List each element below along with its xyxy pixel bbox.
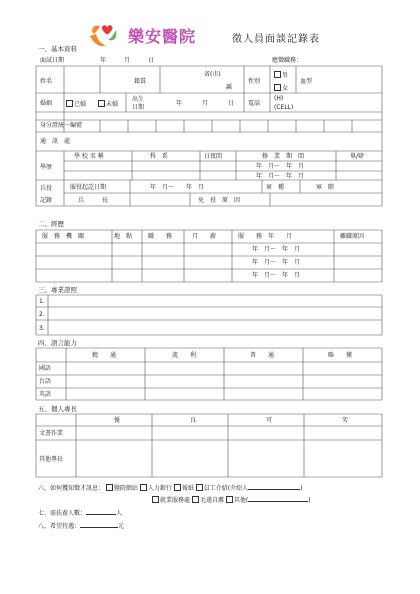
military-label-2: 記錄 — [40, 197, 53, 204]
female-checkbox[interactable] — [274, 84, 281, 91]
rank-label: 軍 階 — [316, 184, 335, 191]
salary-expectation-label: 八、希望待遇： — [38, 523, 81, 530]
exp-header-salary: 月 薪 — [192, 233, 217, 240]
birth-year-label: 年 — [176, 100, 183, 107]
school-name-header: 學 校 名 稱 — [74, 153, 104, 160]
native-place-label: 籍貫 — [134, 78, 147, 85]
source-option-employment-office[interactable] — [152, 497, 190, 504]
section-skills-title: 五、個人專長 — [38, 405, 77, 413]
self-recommend-label: 毛遂自薦 — [199, 497, 224, 504]
section-experience-title: 二、經歷 — [38, 220, 64, 228]
unmarried-option[interactable] — [98, 100, 118, 108]
phone-cell-label: (CELL) — [274, 104, 294, 111]
exp-period-1: 年 月～ 年 月 — [252, 246, 301, 253]
self-recommend-checkbox[interactable] — [192, 496, 199, 503]
other-checkbox[interactable] — [226, 496, 233, 503]
id-number-label: 身分證統一編號 — [40, 122, 83, 129]
exp-period-2: 年 月～ 年 月 — [252, 259, 301, 266]
exp-header-employer: 服 務 機 關 — [42, 233, 85, 240]
birth-label-1: 出生 — [132, 96, 145, 103]
section-basic-title: 一、基本資料 — [38, 45, 77, 53]
skill-header-excellent: 優 — [114, 417, 121, 424]
section-source-line-1 — [38, 484, 302, 492]
newspaper-label: 報紙 — [181, 485, 194, 492]
dependents-unit: 人 — [116, 510, 123, 517]
exp-period-3: 年 月～ 年 月 — [252, 272, 301, 279]
section-license-title: 三、專業證照 — [38, 286, 77, 294]
birth-month-label: 月 — [202, 100, 209, 107]
skill-row-other: 其他專長 — [39, 456, 64, 463]
section-source-title: 六、如何獲知徵才訊息： — [38, 485, 105, 492]
dependents-line — [38, 510, 122, 517]
lang-header-normal: 普 通 — [250, 352, 275, 359]
skill-header-good: 良 — [190, 417, 197, 424]
skill-header-fair: 可 — [266, 417, 273, 424]
dependents-blank[interactable] — [86, 514, 116, 515]
blood-type-label: 血型 — [300, 78, 313, 85]
source-option-website[interactable] — [106, 485, 138, 492]
name-label: 姓名 — [40, 78, 53, 85]
male-option[interactable] — [274, 71, 288, 79]
lang-row-english: 英語 — [39, 391, 52, 398]
dependents-label: 七、需扶養人數： — [38, 510, 87, 517]
source-option-other[interactable] — [226, 497, 248, 504]
service-period-range: 年 月～ 年 月 — [150, 184, 205, 191]
license-row-2: 2. — [39, 311, 45, 318]
referral-checkbox[interactable] — [196, 484, 203, 491]
province-label: 省(市) — [204, 71, 221, 78]
hospital-name: 樂安醫院 — [128, 27, 197, 46]
license-row-3: 3. — [39, 325, 45, 332]
lang-header-basic: 略 懂 — [328, 352, 353, 359]
study-period-header: 修 業 期 間 — [262, 153, 305, 160]
military-label-1: 兵役 — [40, 185, 53, 192]
exp-header-period: 服 務 年 月 — [238, 233, 293, 240]
exp-header-location: 地 點 — [114, 233, 133, 240]
website-checkbox[interactable] — [106, 484, 113, 491]
education-label: 學歷 — [40, 164, 53, 171]
branch-label: 軍 種 — [266, 184, 285, 191]
exp-header-reason: 離職原因 — [340, 233, 365, 240]
address-label: 通 訊 處 — [40, 138, 71, 145]
county-label: 縣 — [226, 84, 233, 91]
referrer-name-blank[interactable] — [248, 489, 300, 490]
lang-row-taiwanese: 台語 — [39, 378, 52, 385]
female-label: 女 — [282, 85, 289, 92]
other-source-blank[interactable] — [248, 501, 308, 502]
section-language-title: 四、語言能力 — [38, 339, 77, 347]
education-period-2: 年 月～ 年 月 — [256, 173, 305, 180]
interview-year-label: 年 — [100, 57, 107, 64]
interview-date-label: 面試日期 — [40, 57, 65, 64]
source-option-self-recommend[interactable] — [192, 497, 224, 504]
source-option-job-bank[interactable] — [140, 485, 172, 492]
skill-header-poor: 劣 — [342, 417, 349, 424]
marital-label: 婚姻 — [40, 100, 53, 107]
phone-label: 電話 — [248, 100, 261, 107]
referral-close-paren: ) — [300, 485, 303, 492]
female-option[interactable] — [274, 84, 288, 92]
section-source-line-2 — [152, 496, 311, 504]
birth-day-label: 日 — [228, 100, 235, 107]
salary-expectation-line — [38, 523, 124, 530]
employment-office-label: 就業服務處 — [160, 497, 191, 504]
exp-header-title: 職 務 — [148, 233, 173, 240]
married-checkbox[interactable] — [66, 100, 73, 107]
position-label: 應徵職務： — [272, 57, 303, 64]
exempt-reason-label: 免 役 原 因 — [198, 197, 241, 204]
graduation-header: 畢/肄 — [350, 153, 365, 160]
education-period-1: 年 月～ 年 月 — [256, 163, 305, 170]
source-option-referral[interactable] — [196, 485, 248, 492]
other-close-paren: ) — [308, 497, 311, 504]
department-header: 科 系 — [150, 153, 169, 160]
unmarried-checkbox[interactable] — [98, 100, 105, 107]
newspaper-checkbox[interactable] — [174, 484, 181, 491]
male-checkbox[interactable] — [274, 71, 281, 78]
married-label: 已婚 — [74, 101, 87, 108]
website-label: 醫院網站 — [113, 485, 138, 492]
source-option-newspaper[interactable] — [174, 485, 194, 492]
form-title: 徵人員面談記錄表 — [232, 34, 320, 45]
lang-header-smooth: 流 利 — [172, 352, 197, 359]
married-option[interactable] — [66, 100, 86, 108]
lang-row-mandarin: 國語 — [39, 365, 52, 372]
license-row-1: 1. — [39, 298, 45, 305]
skill-row-clerical: 文書作業 — [39, 430, 64, 437]
day-night-header: 日夜間 — [204, 153, 223, 160]
service-period-label: 服役起訖日期 — [70, 184, 107, 191]
job-bank-label: 人力銀行 — [147, 485, 172, 492]
gender-label: 性別 — [248, 78, 261, 85]
birth-label-2: 日期 — [132, 104, 145, 111]
interview-month-label: 月 — [124, 57, 131, 64]
referral-label: 員工介紹(介紹人 — [203, 485, 249, 492]
other-label: 其他( — [233, 497, 249, 504]
job-bank-checkbox[interactable] — [140, 484, 147, 491]
salary-unit: 元 — [118, 523, 125, 530]
unmarried-label: 未婚 — [106, 101, 119, 108]
employment-office-checkbox[interactable] — [152, 496, 159, 503]
male-label: 男 — [282, 72, 289, 79]
phone-home-label: (H) — [274, 95, 284, 102]
interview-day-label: 日 — [148, 57, 155, 64]
salary-expectation-blank[interactable] — [80, 527, 118, 528]
lang-header-fluent: 精 通 — [92, 352, 117, 359]
service-type-label: 兵 長 — [78, 197, 109, 204]
